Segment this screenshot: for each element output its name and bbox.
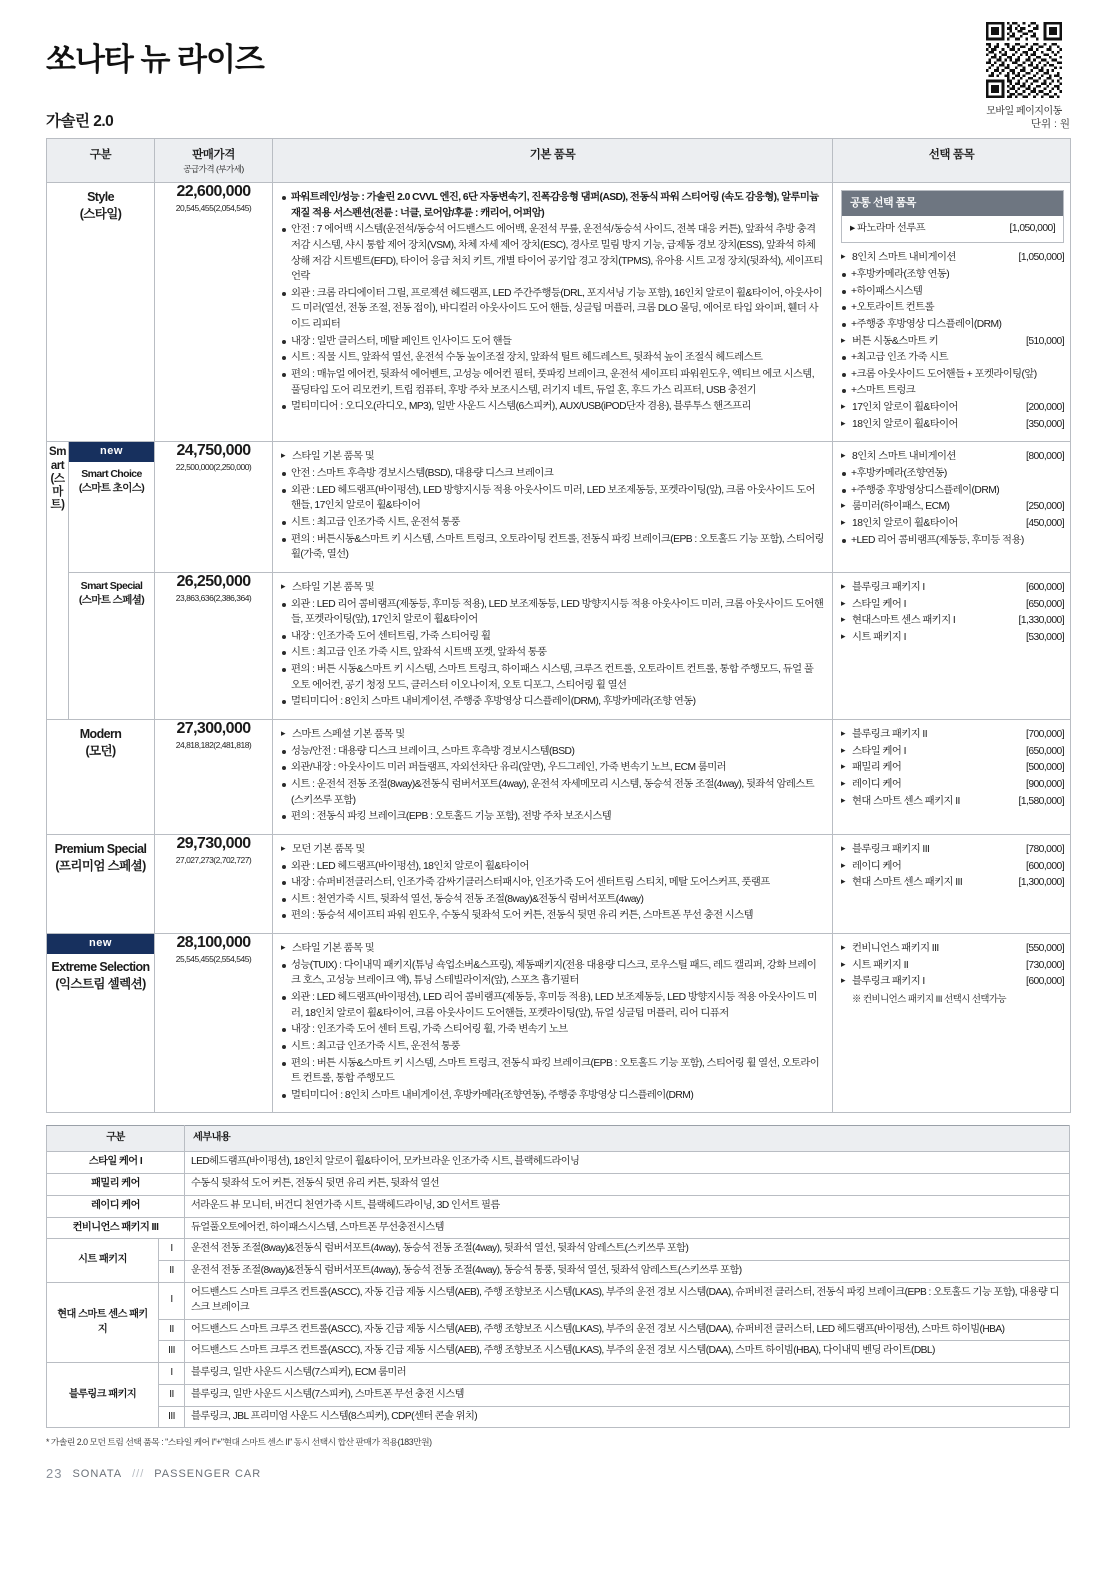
- list-item: [281, 466, 824, 482]
- option-subitem: +주행중 후방영상디스플레이(DRM): [841, 483, 1064, 499]
- option-item[interactable]: [841, 794, 1064, 810]
- option-name: ▸ 현대 스마트 센스 패키지 III: [852, 877, 963, 889]
- qr-code-block[interactable]: [978, 22, 1070, 117]
- list-item: [281, 449, 824, 465]
- item-text: 외관 : 크롬 라디에이터 그릴, 프로젝션 헤드램프, LED 주간주행등(DRL, 포지셔닝 기능 포함), 16인치 알로이 휠&타이어, 아웃사이드 미러(열선, 전동 조절, 전동 접이), 바디컬러 아웃사이드 도어 핸들, 싱글팁 머플러, 크롬 DLO 몰딩, 에어로 타입 와이퍼, 휀더 사이드 리피터: [291, 287, 823, 331]
- option-name: ▸ 현대스마트 센스 패키지 I: [852, 615, 956, 627]
- table-body: [47, 183, 1071, 1113]
- col-options: 선택 품목: [833, 139, 1071, 183]
- option-price: [700,000]: [1026, 729, 1065, 741]
- option-price: [600,000]: [1026, 976, 1065, 988]
- option-item[interactable]: [841, 958, 1064, 974]
- detail-value: 블루링크, 일반 사운드 시스템(7스피커), 스마트폰 무선 충전 시스템: [185, 1384, 1070, 1406]
- list-item: [281, 399, 824, 415]
- option-list: [841, 842, 1064, 891]
- detail-rank: I: [159, 1363, 185, 1385]
- footer-category: PASSENGER CAR: [154, 1467, 262, 1480]
- item-text: 외관 : LED 헤드램프(바이펑션), LED 방향지시등 적용 아웃사이드 미러, LED 보조제동등, 포켓라이팅(앞), 크롬 아웃사이드 도어핸들, 17인치 알로이 휠&타이어: [291, 484, 816, 512]
- table-row: [47, 1384, 1070, 1406]
- item-text: 스마트 스페셜 기본 품목 및: [292, 729, 405, 741]
- detail-name: 스타일 케어 I: [47, 1152, 185, 1174]
- detail-name: 패밀리 케어: [47, 1174, 185, 1196]
- grade-cell-premium-special: [47, 834, 155, 933]
- detail-name: 블루링크 패키지: [47, 1363, 159, 1428]
- price-cell-modern: [155, 720, 273, 835]
- list-item: [281, 350, 824, 366]
- option-price: [1,330,000]: [1018, 615, 1065, 627]
- detail-rank: I: [159, 1282, 185, 1319]
- option-price: [1,050,000]: [1018, 252, 1065, 264]
- detail-value: 어드밴스드 스마트 크루즈 컨트롤(ASCC), 자동 긴급 제동 시스템(AEB), 주행 조향보조 시스템(LKAS), 부주의 운전 경보 시스템(DAA), 슈퍼비전 클러스터, LED 헤드램프(바이펑션), 스마트 하이빔(HBA): [185, 1319, 1070, 1341]
- list-item: [281, 875, 824, 891]
- table-row: [47, 1282, 1070, 1319]
- list-item: [281, 958, 824, 989]
- grade-name-kr: (익스트림 셀렉션): [55, 976, 146, 991]
- detail-rank: III: [159, 1406, 185, 1428]
- group-label-text: Smart(스마트): [49, 446, 66, 512]
- item-text: 멀티미디어 : 오디오(라디오, MP3), 일반 사운드 시스템(6스피커), AUX/USB(iPOD단자 겸용), 블루투스 핸즈프리: [291, 401, 751, 413]
- supply-price: 27,027,273(2,702,727): [175, 854, 252, 865]
- item-text: 파워트레인/성능 : 가솔린 2.0 CVVL 엔진, 6단 자동변속기, 진폭감응형 댐퍼(ASD), 전동식 파워 스티어링 (속도 감응형), 알루미늄 재질 적용 서스펜션(전륜 : 너클, 로어암/후륜 : 캐리어, 어퍼암): [291, 192, 819, 219]
- option-price: [1,580,000]: [1018, 795, 1065, 807]
- detail-table-body: [47, 1152, 1070, 1428]
- table-row: [47, 1174, 1070, 1196]
- grade-name: Smart Special: [80, 579, 143, 592]
- table-row: [47, 1217, 1070, 1239]
- detail-value: 운전석 전동 조절(8way)&전동식 럼버서포트(4way), 동승석 전동 조절(4way), 동승석 통풍, 뒷좌석 열선, 뒷좌석 암레스트(스키쓰루 포함): [185, 1261, 1070, 1283]
- list-item: [281, 597, 824, 628]
- list-item: [281, 662, 824, 693]
- option-price: [650,000]: [1026, 745, 1065, 757]
- list-item: [281, 777, 824, 808]
- price-cell-extreme-selection: [155, 934, 273, 1113]
- option-price: [200,000]: [1026, 402, 1065, 414]
- price-value: 27,300,000: [176, 720, 251, 738]
- page-header: [46, 0, 1070, 117]
- col-price-sublabel: 공급가격 (부가세): [183, 164, 244, 174]
- page-number: 23: [46, 1466, 63, 1482]
- table-row: [47, 1261, 1070, 1283]
- grade-name: Style: [87, 190, 114, 204]
- item-text: 시트 : 운전석 전동 조절(8way)&전동식 럼버서포트(4way), 운전석 자세메모리 시스템, 동승석 전동 조절(4way), 뒷좌석 암레스트(스키쓰루 포함): [291, 778, 815, 806]
- option-price: [600,000]: [1026, 860, 1065, 872]
- option-item[interactable]: [841, 744, 1064, 760]
- price-value: 28,100,000: [176, 934, 251, 952]
- item-text: 편의 : 매뉴얼 에어컨, 뒷좌석 에어벤트, 고성능 에어컨 필터, 풋파킹 브레이크, 운전석 세이프티 파워윈도우, 엑티브 에코 시스템, 풀딩타입 도어 리모컨키, 트립 컴퓨터, 후방 주차 보조시스템, 러기지 네트, 듀얼 혼, 후드 가스 리프터, USB 충전기: [291, 369, 815, 396]
- option-name: ▸ 패밀리 케어: [852, 762, 902, 774]
- grade-cell-extreme-selection: [47, 934, 155, 1113]
- option-item[interactable]: [841, 516, 1064, 532]
- option-item[interactable]: [841, 760, 1064, 776]
- option-note: ※ 컨비니언스 패키지 III 선택시 선택가능: [852, 992, 1007, 1004]
- col-price-label: 판매가격: [192, 149, 235, 161]
- col-division: 구분: [47, 139, 155, 183]
- list-item: [281, 892, 824, 908]
- option-list: [841, 941, 1064, 990]
- option-item[interactable]: [841, 727, 1064, 743]
- option-list: [841, 727, 1064, 809]
- item-text: 시트 : 최고급 인조가죽 시트, 운전석 통풍: [291, 516, 460, 528]
- detail-name: 시트 패키지: [47, 1239, 159, 1283]
- list-item: [281, 367, 824, 398]
- detail-value: LED헤드램프(바이펑션), 18인치 알로이 휠&타이어, 모카브라운 인조가죽 시트, 블랙헤드라이닝: [185, 1152, 1070, 1174]
- option-name: ▸ 컨비니언스 패키지 III: [852, 943, 939, 955]
- common-option-body[interactable]: [842, 216, 1063, 243]
- new-badge: new: [69, 442, 154, 462]
- detail-rank: II: [159, 1261, 185, 1283]
- item-text: 모던 기본 품목 및: [292, 843, 365, 855]
- grade-name-kr: (스마트 스페셜): [78, 594, 145, 607]
- option-name: ▸ 블루링크 패키지 I: [852, 976, 925, 988]
- grade-name: Extreme Selection: [51, 959, 150, 974]
- grade-name-kr: (프리미엄 스페셜): [55, 858, 146, 873]
- item-text: 스타일 기본 품목 및: [292, 943, 375, 955]
- list-item: [281, 941, 824, 957]
- detail-value: 블루링크, JBL 프리미엄 사운드 시스템(8스피커), CDP(센터 콘솔 위치): [185, 1406, 1070, 1428]
- option-name: ▸ 시트 패키지 II: [852, 959, 909, 971]
- option-price: [530,000]: [1026, 631, 1065, 643]
- option-item[interactable]: [841, 613, 1064, 629]
- table-row: [47, 1341, 1070, 1363]
- detail-value: 블루링크, 일반 사운드 시스템(7스피커), ECM 룸미러: [185, 1363, 1070, 1385]
- item-text: 안전 : 스마트 후측방 경보시스템(BSD), 대용량 디스크 브레이크: [291, 468, 554, 480]
- list-item: [281, 532, 824, 563]
- list-item: [281, 580, 824, 596]
- page-footer: [46, 1466, 1070, 1495]
- item-text: 스타일 기본 품목 및: [292, 581, 375, 593]
- option-price: [350,000]: [1026, 418, 1065, 430]
- grade-cell-style: [47, 183, 155, 442]
- group-label-smart: [47, 442, 69, 720]
- option-name: ▸ 스타일 케어 I: [852, 745, 906, 757]
- option-name: ▸ 레이디 케어: [852, 778, 902, 790]
- detail-name: 컨비니언스 패키지 III: [47, 1217, 185, 1239]
- grade-name: Smart Choice: [81, 468, 142, 481]
- list-item: [281, 727, 824, 743]
- option-name: ▸ 시트 패키지 I: [852, 631, 906, 643]
- option-subitem: +하이패스시스템: [841, 284, 1064, 300]
- item-text: 편의 : 버튼시동&스마트 키 시스템, 스마트 트렁크, 오토라이팅 컨트롤, 전동식 파킹 브레이크(EPB : 오토홀드 기능 포함), 스티어링휠(가죽, 열선): [291, 533, 824, 561]
- detail-value: 듀얼풀오토에어컨, 하이패스시스템, 스마트폰 무선충전시스템: [185, 1217, 1070, 1239]
- item-text: 내장 : 인조가죽 도어 센터 트림, 가죽 스티어링 휠, 가죽 변속기 노브: [291, 1024, 568, 1036]
- option-price: [500,000]: [1026, 762, 1065, 774]
- option-subitem: +크롬 아웃사이드 도어핸들 + 포켓라이팅(앞): [841, 367, 1064, 383]
- trim-price-table: [46, 138, 1071, 1113]
- option-price: [550,000]: [1026, 943, 1065, 955]
- option-price: [600,000]: [1026, 581, 1065, 593]
- option-list: [841, 580, 1064, 646]
- item-text: 스타일 기본 품목 및: [292, 451, 375, 463]
- option-price: [250,000]: [1026, 501, 1065, 513]
- option-item[interactable]: [841, 580, 1064, 596]
- grade-name: Premium Special: [54, 841, 147, 856]
- common-option-name: ▸ 파노라마 선루프: [850, 222, 926, 234]
- list-item: [281, 809, 824, 825]
- common-option-box: [841, 190, 1064, 243]
- option-name: ▸ 버튼 시동&스마트 키: [852, 335, 939, 347]
- price-value: 24,750,000: [176, 442, 251, 460]
- options-smart-choice: [833, 442, 1071, 572]
- detail-col-division: 구분: [47, 1126, 185, 1152]
- option-price: [780,000]: [1026, 843, 1065, 855]
- detail-value: 어드밴스드 스마트 크루즈 컨트롤(ASCC), 자동 긴급 제동 시스템(AEB), 주행 조향보조 시스템(LKAS), 부주의 운전 경보 시스템(DAA), 슈퍼비전 클러스터, 전동식 파킹 브레이크(EPB : 오토홀드 기능 포함), 대용량 디스크 브레이크: [185, 1282, 1070, 1319]
- supply-price: 25,545,455(2,554,545): [175, 954, 252, 965]
- list-item: [281, 1088, 824, 1104]
- footer-model: SONATA: [72, 1467, 123, 1480]
- option-name: ▸ 18인치 알로이 휠&타이어: [852, 418, 958, 430]
- table-row: [47, 572, 1071, 719]
- item-text: 안전 : 7 에어백 시스템(운전석/동승석 어드밴스드 에어백, 운전석 무릎, 운전석/동승석 사이드, 전복 대응 커튼), 앞좌석 추방 충격 저감 시스템, 샤시 통합 제어 장치(VSM), 차체 자세 제어 장치(ESC), 경사로 밀림 방지 기능, 급제동 경보 장치(ESS), 앞좌석 하체 상해 저감 시트벨트(EFD), 타이어 응급 처치 키트, 개별 타이어 공기압 경고 장치(TPMS), 유아용 시트 고정 장치(뒷좌석), 세이프티 언락: [291, 224, 823, 283]
- option-item[interactable]: [841, 842, 1064, 858]
- option-price: [900,000]: [1026, 778, 1065, 790]
- option-item[interactable]: [841, 400, 1064, 416]
- option-item[interactable]: [841, 334, 1064, 350]
- list-item: [281, 483, 824, 514]
- option-subitem: +LED 리어 콤비램프(제동등, 후미등 적용): [841, 533, 1064, 549]
- price-cell-premium-special: [155, 834, 273, 933]
- col-base-items: 기본 품목: [273, 139, 833, 183]
- detail-rank: III: [159, 1341, 185, 1363]
- item-text: 편의 : 동승석 세이프티 파워 윈도우, 수동식 뒷좌석 도어 커튼, 전동식 뒷면 유리 커튼, 스마트폰 무선 충전 시스템: [291, 910, 753, 922]
- option-price: [1,300,000]: [1018, 877, 1065, 889]
- detail-col-content: 세부내용: [185, 1126, 1070, 1152]
- detail-rank: I: [159, 1239, 185, 1261]
- item-text: 내장 : 일반 클러스터, 메탈 페인트 인사이드 도어 핸들: [291, 335, 512, 347]
- options-style: [833, 183, 1071, 442]
- option-name: ▸ 블루링크 패키지 II: [852, 729, 928, 741]
- option-item[interactable]: [841, 630, 1064, 646]
- list-item: [281, 629, 824, 645]
- option-price: [510,000]: [1026, 335, 1065, 347]
- option-price: [650,000]: [1026, 598, 1065, 610]
- option-name: ▸ 블루링크 패키지 III: [852, 843, 930, 855]
- price-cell-style: [155, 183, 273, 442]
- grade-cell-smart-special: [69, 572, 155, 719]
- option-name: ▸ 블루링크 패키지 I: [852, 581, 925, 593]
- options-modern: [833, 720, 1071, 835]
- option-item[interactable]: [841, 859, 1064, 875]
- option-subitem: +주행중 후방영상 디스플레이(DRM): [841, 317, 1064, 333]
- list-item: [281, 286, 824, 333]
- item-text: 편의 : 버튼 시동&스마트 키 시스템, 스마트 트렁크, 전동식 파킹 브레이크(EPB : 오토홀드 기능 포함), 스티어링 휠 열선, 오토라이트 컨트롤, 통합 주행모드: [291, 1057, 820, 1085]
- option-list: [841, 250, 1064, 432]
- list-item: [281, 645, 824, 661]
- list-item: [281, 760, 824, 776]
- qr-caption: 모바일 페이지이동: [986, 106, 1062, 117]
- item-text: 외관 : LED 헤드램프(바이펑션), 18인치 알로이 휠&타이어: [291, 860, 529, 872]
- col-price: [155, 139, 273, 183]
- option-subitem: +오토라이트 컨트롤: [841, 300, 1064, 316]
- option-name: ▸ 스타일 케어 I: [852, 598, 906, 610]
- item-text: 외관 : LED 리어 콤비램프(제동등, 후미등 적용), LED 보조제동등, LED 방향지시등 적용 아웃사이드 미러, 크롬 아웃사이드 도어핸들, 포켓라이팅(앞), 17인치 알로이 휠&타이어: [291, 598, 824, 626]
- option-item[interactable]: [841, 777, 1064, 793]
- options-premium-special: [833, 834, 1071, 933]
- table-row: [47, 183, 1071, 442]
- list-item: [281, 990, 824, 1021]
- table-row: [47, 1319, 1070, 1341]
- options-smart-special: [833, 572, 1071, 719]
- grade-name-kr: (스타일): [79, 206, 122, 221]
- detail-table-head: [47, 1126, 1070, 1152]
- item-text: 성능/안전 : 대용량 디스크 브레이크, 스마트 후측방 경보시스템(BSD): [291, 745, 575, 757]
- option-item[interactable]: [841, 875, 1064, 891]
- list-item: [281, 908, 824, 924]
- new-badge: new: [47, 934, 154, 954]
- option-list: [841, 449, 1064, 548]
- detail-name: 현대 스마트 센스 패키지: [47, 1282, 159, 1362]
- detail-value: 운전석 전동 조절(8way)&전동식 럼버서포트(4way), 동승석 전동 조절(4way), 뒷좌석 열선, 뒷좌석 암레스트(스키쓰루 포함): [185, 1239, 1070, 1261]
- package-detail-table: [46, 1125, 1070, 1428]
- option-name: ▸ 레이디 케어: [852, 860, 902, 872]
- list-item: [281, 334, 824, 350]
- option-item[interactable]: [841, 499, 1064, 515]
- price-cell-smart-special: [155, 572, 273, 719]
- option-name: ▸ 8인치 스마트 내비게이션: [852, 252, 956, 264]
- grade-cell-modern: [47, 720, 155, 835]
- item-text: 편의 : 전동식 파킹 브레이크(EPB : 오토홀드 기능 포함), 전방 주차 보조시스템: [291, 811, 612, 823]
- list-item: [281, 1056, 824, 1087]
- table-head: [47, 139, 1071, 183]
- detail-rank: II: [159, 1384, 185, 1406]
- qr-code-icon[interactable]: [986, 22, 1062, 98]
- price-value: 26,250,000: [176, 572, 251, 590]
- list-item: [281, 222, 824, 285]
- table-row: [47, 1152, 1070, 1174]
- detail-name: 레이디 케어: [47, 1195, 185, 1217]
- item-text: 내장 : 인조가죽 도어 센터트림, 가죽 스티어링 휠: [291, 630, 491, 642]
- supply-price: 24,818,182(2,481,818): [175, 740, 252, 751]
- list-item: [281, 190, 824, 221]
- list-item: [281, 842, 824, 858]
- option-name: ▸ 17인치 알로이 휠&타이어: [852, 402, 958, 414]
- base-items-style: [273, 183, 833, 442]
- table-row: [47, 934, 1071, 1113]
- option-subitem: +후방카메라(조향 연동): [841, 267, 1064, 283]
- base-items-smart-choice: [273, 442, 833, 572]
- option-item[interactable]: [841, 597, 1064, 613]
- list-item: [281, 515, 824, 531]
- detail-rank: II: [159, 1319, 185, 1341]
- list-item: [281, 859, 824, 875]
- item-text: 시트 : 천연가죽 시트, 뒷좌석 열선, 동승석 전동 조절(8way)&전동식 럼버서포트(4way): [291, 893, 644, 905]
- item-text: 시트 : 최고급 인조가죽 시트, 운전석 통풍: [291, 1040, 460, 1052]
- option-item[interactable]: [841, 449, 1064, 465]
- item-text: 외관/내장 : 아웃사이드 미러 퍼들램프, 자외선차단 유리(앞면), 우드그레인, 가죽 변속기 노브, ECM 룸미러: [291, 762, 727, 774]
- supply-price: 20,545,455(2,054,545): [175, 203, 252, 213]
- price-cell-smart-choice: [155, 442, 273, 572]
- page-title: 쏘나타 뉴 라이즈: [46, 42, 264, 77]
- option-item[interactable]: [841, 941, 1064, 957]
- option-item[interactable]: [841, 974, 1064, 990]
- option-subitem: +스마트 트렁크: [841, 383, 1064, 399]
- grade-cell-smart-choice: [69, 442, 155, 572]
- table-row: [47, 1239, 1070, 1261]
- option-item[interactable]: [841, 417, 1064, 433]
- footer-separator: ///: [132, 1467, 145, 1480]
- option-name: ▸ 현대 스마트 센스 패키지 II: [852, 795, 960, 807]
- table-row: [47, 720, 1071, 835]
- option-name: ▸ 18인치 알로이 휠&타이어: [852, 517, 958, 529]
- section-title: 가솔린 2.0: [46, 113, 114, 130]
- section-header: [46, 109, 1070, 131]
- price-value: 22,600,000: [176, 183, 251, 200]
- table-row: [47, 1363, 1070, 1385]
- option-price: [730,000]: [1026, 959, 1065, 971]
- option-price: [450,000]: [1026, 517, 1065, 529]
- supply-price: 23,863,636(2,386,364): [175, 592, 252, 603]
- list-item: [281, 1022, 824, 1038]
- table-row: [47, 442, 1071, 572]
- common-option-title: 공통 선택 품목: [842, 191, 1063, 216]
- common-option-price: [1,050,000]: [1009, 222, 1056, 234]
- list-item: [281, 1039, 824, 1055]
- base-items-modern: [273, 720, 833, 835]
- supply-price: 22,500,000(2,250,000): [175, 462, 252, 473]
- detail-value: 서라운드 뷰 모니터, 버건디 천연가죽 시트, 블랙헤드라이닝, 3D 인서트 필름: [185, 1195, 1070, 1217]
- option-price: [800,000]: [1026, 451, 1065, 463]
- grade-name: Modern: [79, 727, 122, 742]
- price-value: 29,730,000: [176, 834, 251, 852]
- option-name: ▸ 8인치 스마트 내비게이션: [852, 451, 956, 463]
- base-items-smart-special: [273, 572, 833, 719]
- base-items-premium-special: [273, 834, 833, 933]
- grade-name-kr: (스마트 초이스): [78, 482, 145, 495]
- grade-name-kr: (모던): [85, 743, 116, 758]
- option-name: ▸ 룸미러(하이패스, ECM): [852, 501, 950, 513]
- option-subitem: +최고급 인조 가죽 시트: [841, 350, 1064, 366]
- item-text: 성능(TUIX) : 다이내믹 패키지(튜닝 쇽업소버&스프링), 제동패키지(전용 대용량 디스크, 로우스틸 패드, 레드 캘리퍼, 강화 브레이크 호스, 고성능 브레이크 액), 튜닝 스테빌라이저(앞), 스포츠 흡기필터: [291, 959, 817, 987]
- unit-label: 단위 : 원: [1030, 118, 1070, 130]
- detail-value: 수동식 뒷좌석 도어 커튼, 전동식 뒷면 유리 커튼, 뒷좌석 열선: [185, 1174, 1070, 1196]
- base-items-extreme-selection: [273, 934, 833, 1113]
- item-text: 외관 : LED 헤드램프(바이펑션), LED 리어 콤비램프(제동등, 후미등 적용), LED 보조제동등, LED 방향지시등 적용 아웃사이드 미러, 18인치 알로이 휠&타이어, 크롬 아웃사이드 도어핸들, 포켓라이팅(앞), 듀얼 싱글팁 머플러, 리어 디퓨저: [291, 991, 817, 1019]
- item-text: 내장 : 슈퍼비전클러스터, 인조가죽 감싸기클러스터패시아, 인조가죽 도어 센터트림 스티치, 메탈 도어스커프, 풋램프: [291, 877, 770, 889]
- table-row: [47, 1406, 1070, 1428]
- item-text: 시트 : 직물 시트, 앞좌석 열선, 운전석 수동 높이조절 장치, 앞좌석 틸트 헤드레스트, 뒷좌석 높이 조절식 헤드레스트: [291, 352, 763, 364]
- item-text: 시트 : 최고급 인조 가죽 시트, 앞좌석 시트백 포켓, 앞좌석 통풍: [291, 647, 547, 659]
- footnote: * 가솔린 2.0 모던 트림 선택 품목 : "스타일 케어 I"+"현대 스마트 센스 II" 동시 선택시 합산 판매가 적용(183만원): [46, 1437, 432, 1448]
- list-item: [281, 744, 824, 760]
- item-text: 멀티미디어 : 8인치 스마트 내비게이션, 후방카메라(조향연동), 주행중 후방영상 디스플레이(DRM): [291, 1089, 694, 1101]
- table-row: [47, 1195, 1070, 1217]
- table-row: [47, 834, 1071, 933]
- option-item[interactable]: [841, 250, 1064, 266]
- detail-value: 어드밴스드 스마트 크루즈 컨트롤(ASCC), 자동 긴급 제동 시스템(AEB), 주행 조향보조 시스템(LKAS), 부주의 운전 경보 시스템(DAA), 스마트 하이빔(HBA), 다이내믹 벤딩 라이트(DBL): [185, 1341, 1070, 1363]
- option-subitem: +후방카메라(조향연동): [841, 466, 1064, 482]
- item-text: 편의 : 버튼 시동&스마트 키 시스템, 스마트 트렁크, 하이패스 시스템, 크루즈 컨트롤, 오토라이트 컨트롤, 통합 주행모드, 듀얼 풀 오토 에어컨, 공기 청정 모드, 클러스터 이오나이저, 오토 디포그, 스티어링 휠 열선: [291, 664, 814, 691]
- list-item: [281, 694, 824, 710]
- item-text: 멀티미디어 : 8인치 스마트 내비게이션, 주행중 후방영상 디스플레이(DRM), 후방카메라(조향 연동): [291, 696, 696, 708]
- options-extreme-selection: [833, 934, 1071, 1113]
